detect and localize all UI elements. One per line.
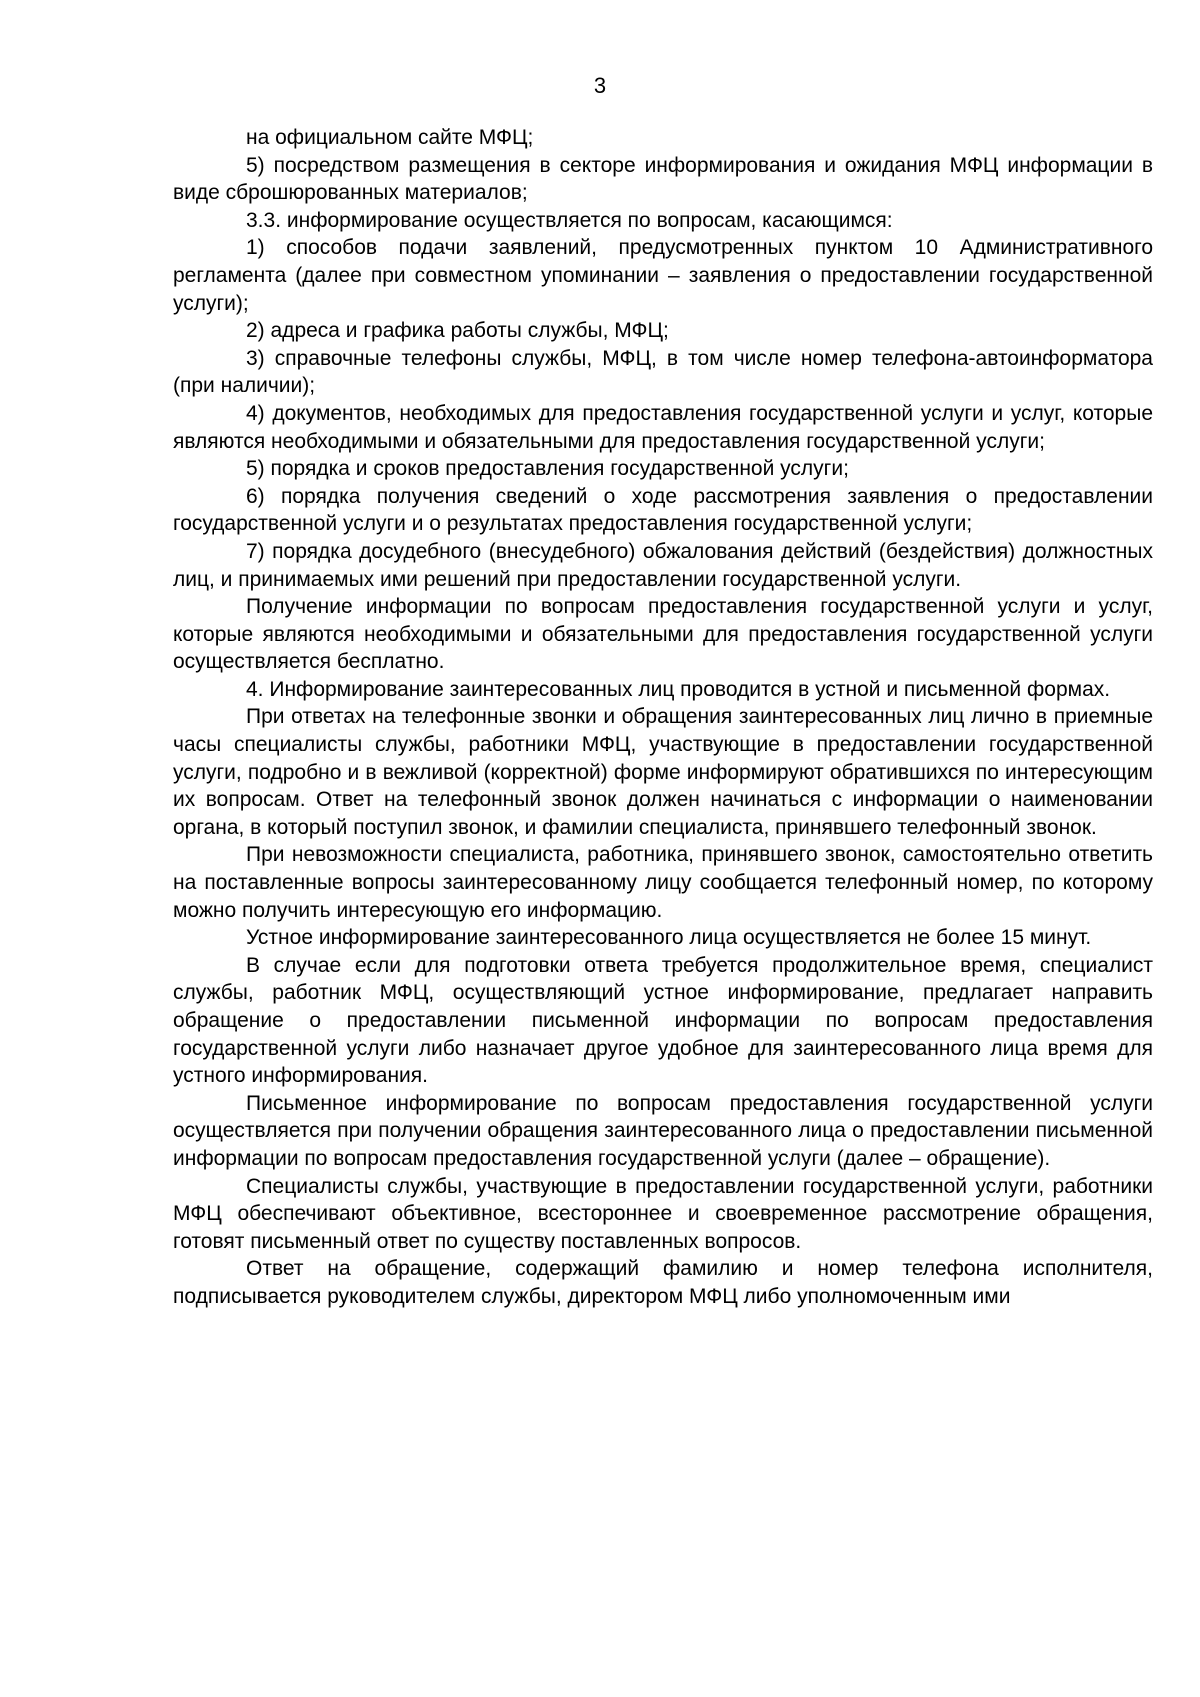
paragraph: 3) справочные телефоны службы, МФЦ, в том числе номер телефона-автоинформатора (при наличии); [173, 346, 1153, 398]
paragraph: В случае если для подготовки ответа требуется продолжительное время, специалист службы, работник МФЦ, осуществляющий устное информирование, предлагает направить обращение о предоставлении письменной информации по вопросам предоставления государственной услуги либо назначает другое удобное для заинтересованного лица время для устного информирования. [173, 953, 1153, 1088]
paragraph: 2) адреса и графика работы службы, МФЦ; [246, 319, 669, 343]
paragraph: 1) способов подачи заявлений, предусмотренных пунктом 10 Административного регламента (далее при совместном упоминании – заявления о предоставлении государственной услуги); [173, 236, 1153, 315]
paragraph: Устное информирование заинтересованного лица осуществляется не более 15 минут. [246, 926, 1092, 950]
paragraph: 6) порядка получения сведений о ходе рассмотрения заявления о предоставлении государственной услуги и о результатах предоставления государственной услуги; [173, 484, 1153, 536]
paragraph: 7) порядка досудебного (внесудебного) обжалования действий (бездействия) должностных лиц, и принимаемых ими решений при предоставлении государственной услуги. [173, 539, 1153, 591]
paragraph: 5) порядка и сроков предоставления государственной услуги; [246, 457, 849, 481]
paragraph: 5) посредством размещения в секторе информирования и ожидания МФЦ информации в виде сброшюрованных материалов; [173, 153, 1153, 205]
paragraph: 4) документов, необходимых для предоставления государственной услуги и услуг, которые являются необходимыми и обязательными для предоставления государственной услуги; [173, 401, 1153, 453]
document-body [173, 124, 1153, 1311]
paragraph: 4. Информирование заинтересованных лиц проводится в устной и письменной формах. [246, 677, 1111, 701]
paragraph: Специалисты службы, участвующие в предоставлении государственной услуги, работники МФЦ обеспечивают объективное, всестороннее и своевременное рассмотрение обращения, готовят письменный ответ по существу поставленных вопросов. [173, 1174, 1153, 1253]
paragraph: Письменное информирование по вопросам предоставления государственной услуги осуществляется при получении обращения заинтересованного лица о предоставлении письменной информации по вопросам предоставления государственной услуги (далее – обращение). [173, 1091, 1153, 1170]
paragraph: на официальном сайте МФЦ; [246, 126, 534, 149]
paragraph: Получение информации по вопросам предоставления государственной услуги и услуг, которые являются необходимыми и обязательными для предоставления государственной услуги осуществляется бесплатно. [173, 595, 1153, 674]
paragraph: При ответах на телефонные звонки и обращения заинтересованных лиц лично в приемные часы специалисты службы, работники МФЦ, участвующие в предоставлении государственной услуги, подробно и в вежливой (корректной) форме информируют обратившихся по интересующим их вопросам. Ответ на телефонный звонок должен начинаться с информации о наименовании органа, в который поступил звонок, и фамилии специалиста, принявшего телефонный звонок. [173, 705, 1153, 839]
paragraph: 3.3. информирование осуществляется по вопросам, касающимся: [246, 208, 893, 232]
page-number: 3 [593, 73, 607, 98]
paragraph: Ответ на обращение, содержащий фамилию и номер телефона исполнителя, подписывается руководителем службы, директором МФЦ либо уполномоченным ими [173, 1257, 1153, 1308]
paragraph: При невозможности специалиста, работника, принявшего звонок, самостоятельно ответить на поставленные вопросы заинтересованному лицу сообщается телефонный номер, по которому можно получить интересующую его информацию. [173, 843, 1153, 922]
